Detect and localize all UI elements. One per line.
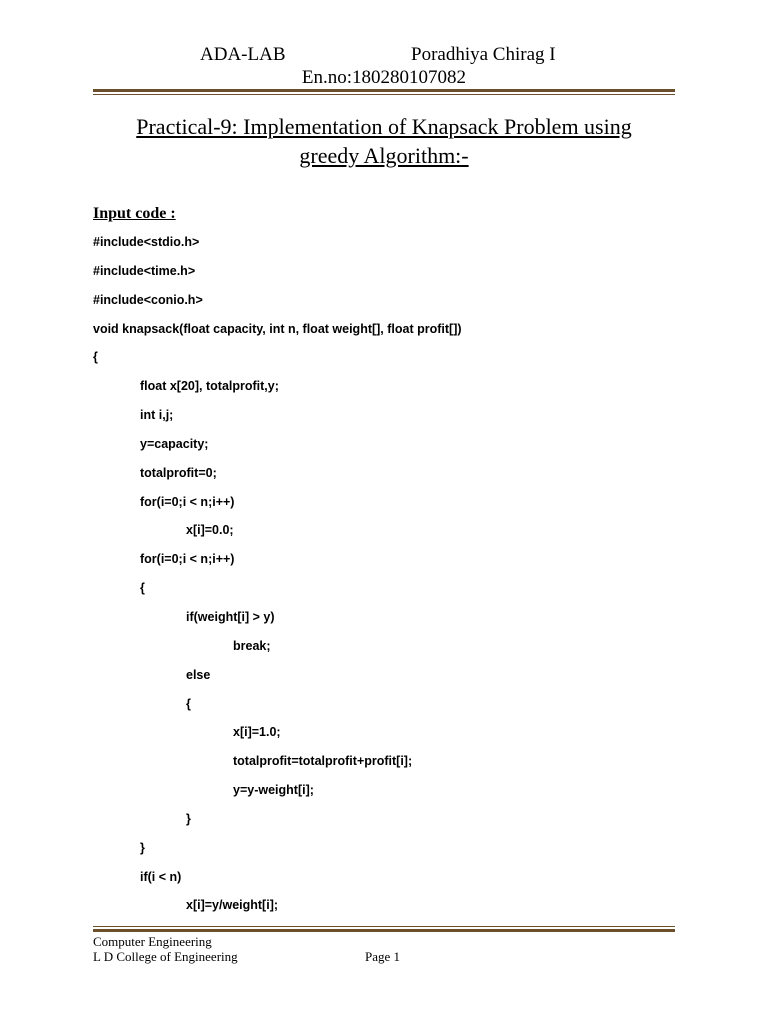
code-line: x[i]=1.0; — [233, 725, 281, 740]
practical-title-line-2: greedy Algorithm:- — [299, 143, 469, 168]
code-line: #include<conio.h> — [93, 292, 203, 307]
code-line: int i,j; — [140, 408, 174, 423]
code-line: totalprofit=totalprofit+profit[i]; — [233, 754, 413, 769]
code-line: { — [93, 350, 98, 365]
footer-department: Computer Engineering — [93, 934, 212, 949]
header-course: ADA-LAB — [200, 44, 286, 65]
code-line: float x[20], totalprofit,y; — [140, 379, 279, 394]
footer-page-number: Page 1 — [365, 949, 401, 964]
input-code-heading: Input code : — [93, 205, 176, 222]
code-line: break; — [233, 638, 271, 653]
footer-rule-thin — [93, 926, 675, 927]
code-line: #include<stdio.h> — [93, 235, 200, 249]
practical-title — [100, 112, 668, 170]
code-listing — [93, 232, 462, 924]
code-line: totalprofit=0; — [140, 465, 217, 480]
code-line: if(i < n) — [140, 869, 182, 884]
code-line: for(i=0;i < n;i++) — [140, 552, 235, 567]
header-student-name: Poradhiya Chirag I — [411, 44, 556, 65]
code-line: y=y-weight[i]; — [233, 783, 314, 798]
header-rule-thin — [93, 94, 675, 95]
code-line: else — [186, 667, 211, 682]
code-line: x[i]=y/weight[i]; — [186, 898, 279, 913]
code-line: y=capacity; — [140, 436, 209, 451]
header-enrollment: En.no:180280107082 — [301, 67, 467, 88]
code-line: x[i]=0.0; — [186, 523, 234, 538]
code-line: void knapsack(float capacity, int n, float weight[], float profit[]) — [93, 321, 462, 336]
code-line: } — [186, 811, 191, 826]
code-line: { — [140, 581, 145, 596]
code-line: for(i=0;i < n;i++) — [140, 494, 235, 509]
footer-rule-thick — [93, 929, 675, 932]
footer-college: L D College of Engineering — [93, 949, 238, 964]
practical-title-line-1: Practical-9: Implementation of Knapsack Problem using — [136, 114, 632, 139]
code-line: } — [140, 840, 145, 855]
header-rule-thick — [93, 89, 675, 92]
code-line: { — [186, 696, 191, 711]
code-line: #include<time.h> — [93, 263, 196, 278]
code-line: if(weight[i] > y) — [186, 609, 275, 624]
